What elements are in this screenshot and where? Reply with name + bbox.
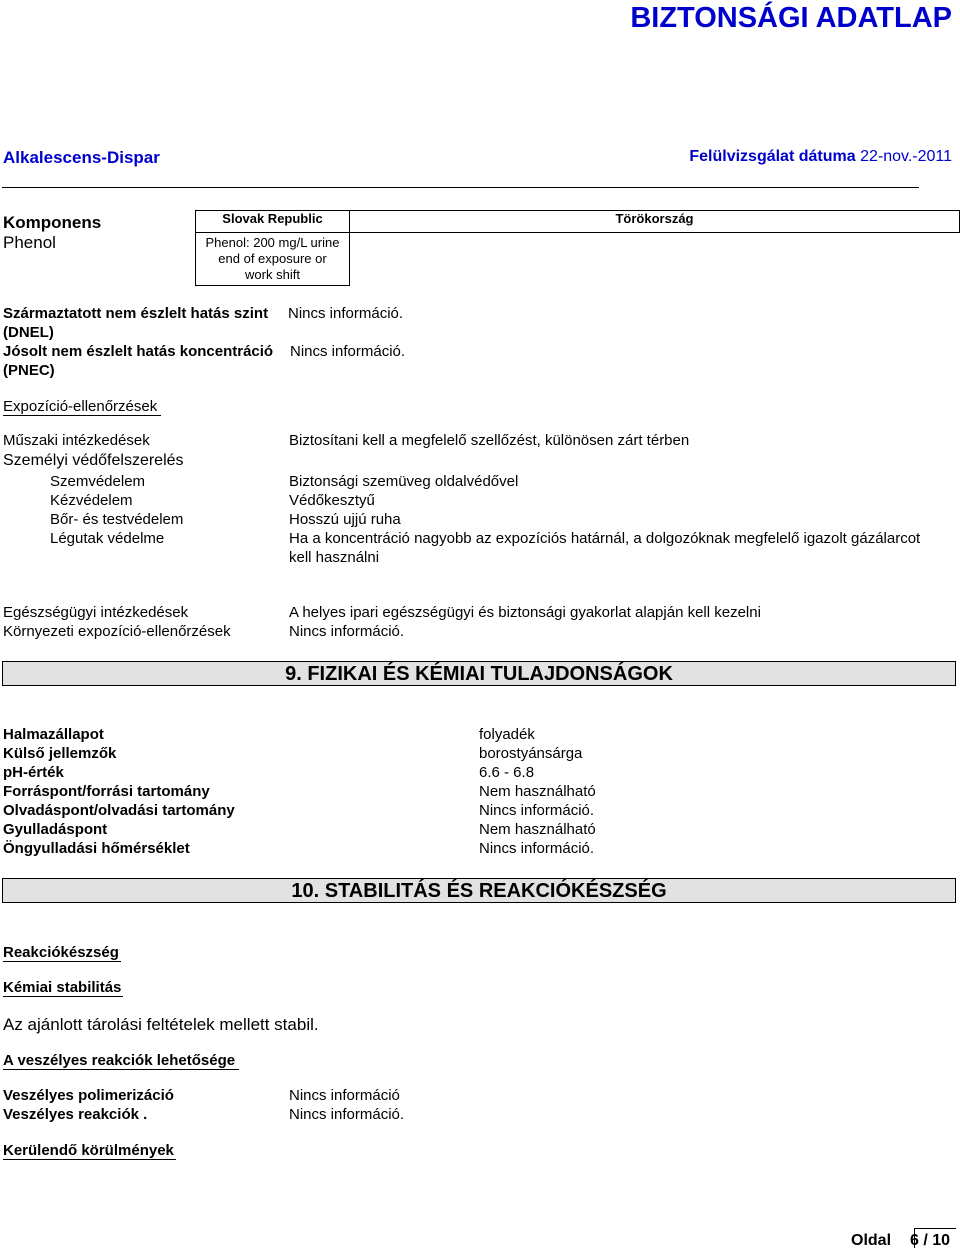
slovak-header: Slovak Republic [196, 211, 350, 233]
slovak-value [196, 233, 350, 286]
skin-value: Hosszú ujjú ruha [289, 511, 401, 528]
slovak-value-line3: work shift [245, 267, 300, 282]
product-name: Alkalescens-Dispar [3, 148, 160, 167]
engineering-value: Biztosítani kell a megfelelő szellőzést, különösen zárt térben [289, 432, 690, 449]
property-label: Forráspont/forrási tartomány [3, 783, 210, 800]
eye-label: Szemvédelem [50, 473, 146, 490]
respiratory-value-line1: Ha a koncentráció nagyobb az expozíciós határnál, a dolgozóknak megfelelő igazolt gázálarcot [289, 530, 921, 547]
document-title: BIZTONSÁGI ADATLAP [630, 2, 952, 34]
property-label: Külső jellemzők [3, 745, 117, 762]
property-label: Öngyulladási hőmérséklet [3, 840, 190, 857]
footer-divider [914, 1228, 956, 1229]
polymerization-value: Nincs információ [289, 1087, 400, 1104]
page-label: Oldal [851, 1232, 892, 1249]
property-value: folyadék [479, 726, 535, 743]
section-10-title: 10. STABILITÁS ÉS REAKCIÓKÉSZSÉG [2, 878, 956, 903]
stability-text: Az ajánlott tárolási feltételek mellett stabil. [3, 1015, 319, 1034]
revision-date [689, 148, 952, 166]
slovak-value-line2: end of exposure or [218, 251, 327, 266]
skin-label: Bőr- és testvédelem [50, 511, 184, 528]
component-name: Phenol [3, 232, 56, 252]
eye-value: Biztonsági szemüveg oldalvédővel [289, 473, 519, 490]
hand-value: Védőkesztyű [289, 492, 375, 509]
turkey-header: Törökország [350, 211, 960, 233]
respiratory-label: Légutak védelme [50, 530, 165, 547]
dnel-label-line2: (DNEL) [3, 324, 54, 341]
property-value: Nem használható [479, 783, 596, 800]
polymerization-label: Veszélyes polimerizáció [3, 1087, 174, 1104]
page-number: 6 / 10 [910, 1232, 951, 1249]
property-label: Gyulladáspont [3, 821, 108, 838]
property-label: Olvadáspont/olvadási tartomány [3, 802, 235, 819]
property-value: Nem használható [479, 821, 596, 838]
revision-label: Felülvizsgálat dátuma [689, 148, 856, 165]
respiratory-value-line2: kell használni [289, 549, 380, 566]
section-9-title: 9. FIZIKAI ÉS KÉMIAI TULAJDONSÁGOK [2, 661, 956, 686]
engineering-label: Műszaki intézkedések [3, 432, 150, 449]
property-value: Nincs információ. [479, 840, 595, 857]
slovak-value-line1: Phenol: 200 mg/L urine [205, 235, 340, 250]
environmental-value: Nincs információ. [289, 623, 405, 640]
property-label: Halmazállapot [3, 726, 104, 743]
pnec-value: Nincs információ. [290, 343, 406, 360]
hygiene-label: Egészségügyi intézkedések [3, 604, 189, 621]
reactions-value: Nincs információ. [289, 1106, 405, 1123]
exposure-controls-heading: Expozíció-ellenőrzések [3, 398, 161, 416]
component-header: Komponens [3, 212, 102, 232]
hand-label: Kézvédelem [50, 492, 133, 509]
dnel-label-line1: Származtatott nem észlelt hatás szint [3, 305, 269, 322]
exposure-limits-table [2, 210, 960, 286]
stability-heading: Kémiai stabilitás [3, 979, 122, 996]
property-value: borostyánsárga [479, 745, 583, 762]
reactivity-heading: Reakciókészség [3, 944, 119, 961]
ppe-label: Személyi védőfelszerelés [3, 452, 184, 469]
conditions-to-avoid-heading: Kerülendő körülmények [3, 1142, 174, 1159]
header-divider [2, 187, 919, 188]
property-value: Nincs információ. [479, 802, 595, 819]
hygiene-value: A helyes ipari egészségügyi és biztonsági gyakorlat alapján kell kezelni [289, 604, 761, 621]
pnec-label-line2: (PNEC) [3, 362, 55, 379]
pnec-label-line1: Jósolt nem észlelt hatás koncentráció [3, 343, 274, 360]
reactions-label: Veszélyes reakciók . [3, 1106, 148, 1123]
hazardous-reactions-heading: A veszélyes reakciók lehetősége [3, 1052, 239, 1070]
revision-value: 22-nov.-2011 [860, 148, 952, 165]
environmental-label: Környezeti expozíció-ellenőrzések [3, 623, 231, 640]
dnel-value: Nincs információ. [288, 305, 404, 322]
turkey-value [350, 233, 960, 286]
property-value: 6.6 - 6.8 [479, 764, 535, 781]
property-label: pH-érték [3, 764, 64, 781]
